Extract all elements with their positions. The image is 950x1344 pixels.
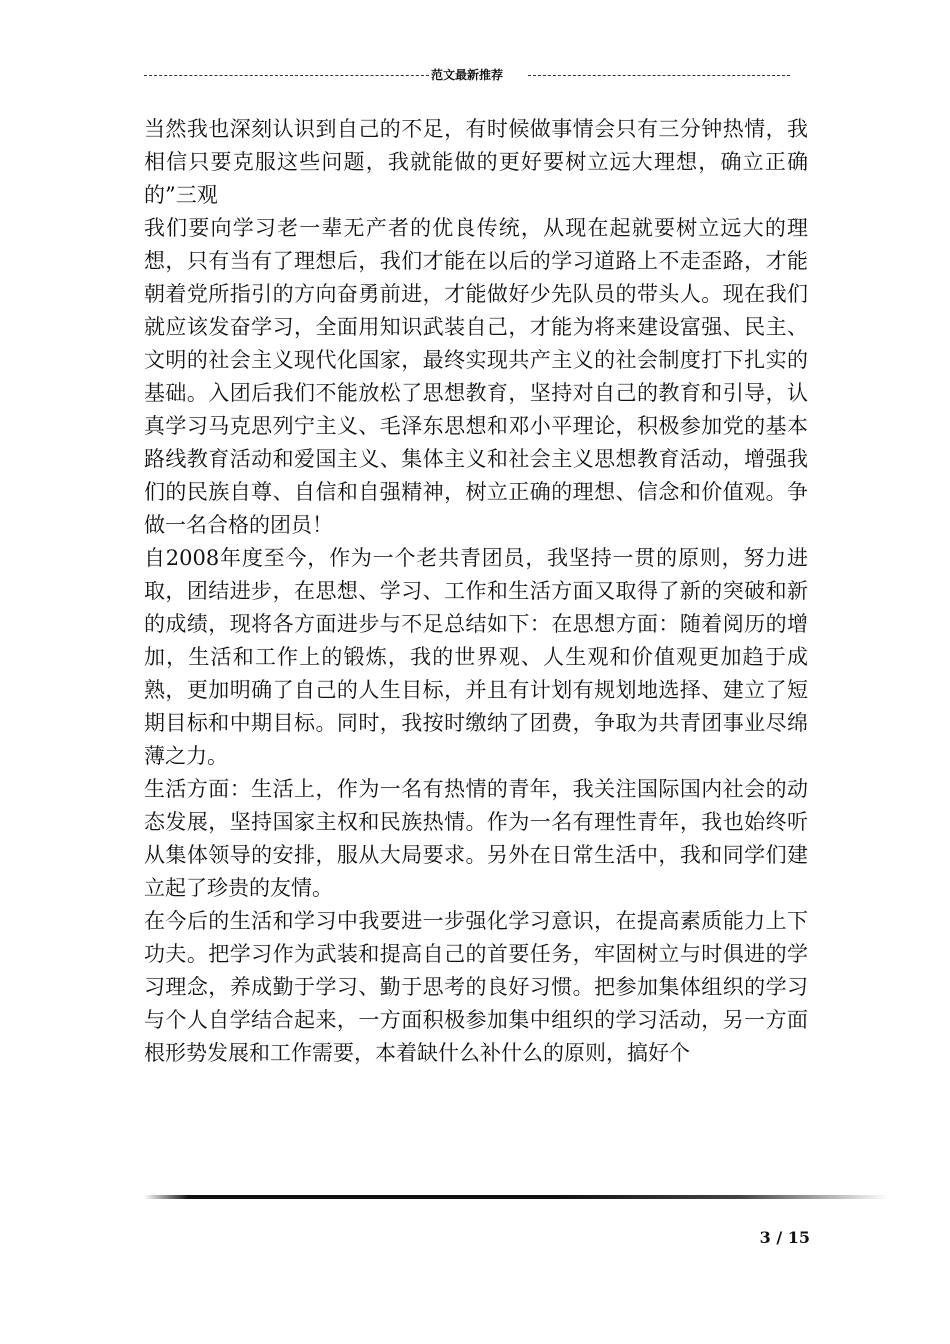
header-title: 范文最新推荐 bbox=[430, 68, 503, 82]
paragraph-1: 当然我也深刻认识到自己的不足，有时候做事情会只有三分钟热情，我相信只要克服这些问题，我就能做的更好要树立远大理想，确立正确的”三观 bbox=[144, 117, 808, 207]
page-number: 3 / 15 bbox=[759, 1228, 810, 1247]
paragraph-5: 在今后的生活和学习中我要进一步强化学习意识，在提高素质能力上下功夫。把学习作为武装和提高自己的首要任务，牢固树立与时俱进的学习理念，养成勤于学习、勤于思考的良好习惯。把参加集体组织的学习与个人自学结合起来，一方面积极参加集中组织的学习活动，另一方面根形势发展和工作需要，本着缺什么补什么的原则，搞好个 bbox=[144, 909, 808, 1065]
paragraph-2: 我们要向学习老一辈无产者的优良传统，从现在起就要树立远大的理想，只有当有了理想后，我们才能在以后的学习道路上不走歪路，才能朝着党所指引的方向奋勇前进，才能做好少先队员的带头人。现在我们就应该发奋学习，全面用知识武装自己，才能为将来建设富强、民主、文明的社会主义现代化国家，最终实现共产主义的社会制度打下扎实的基础。入团后我们不能放松了思想教育，坚持对自己的教育和引导，认真学习马克思列宁主义、毛泽东思想和邓小平理论，积极参加党的基本路线教育活动和爱国主义、集体主义和社会主义思想教育活动，增强我们的民族自尊、自信和自强精神，树立正确的理想、信念和价值观。争做一名合格的团员！ bbox=[144, 216, 808, 537]
header-dash-left bbox=[144, 75, 444, 76]
paragraph-3: 自2008年度至今，作为一个老共青团员，我坚持一贯的原则，努力进取，团结进步，在思想、学习、工作和生活方面又取得了新的突破和新的成绩，现将各方面进步与不足总结如下：在思想方面：随着阅历的增加，生活和工作上的锻炼，我的世界观、人生观和价值观更加趋于成熟，更加明确了自己的人生目标，并且有计划有规划地选择、建立了短期目标和中期目标。同时，我按时缴纳了团费，争取为共青团事业尽绵薄之力。 bbox=[144, 546, 808, 768]
header-dash-right bbox=[528, 75, 790, 76]
page-header bbox=[144, 67, 790, 83]
paragraph-4: 生活方面：生活上，作为一名有热情的青年，我关注国际国内社会的动态发展，坚持国家主权和民族热情。作为一名有理性青年，我也始终听从集体领导的安排，服从大局要求。另外在日常生活中，我和同学们建立起了珍贵的友情。 bbox=[144, 777, 808, 900]
footer-divider bbox=[144, 1195, 889, 1199]
document-body bbox=[144, 113, 808, 1070]
